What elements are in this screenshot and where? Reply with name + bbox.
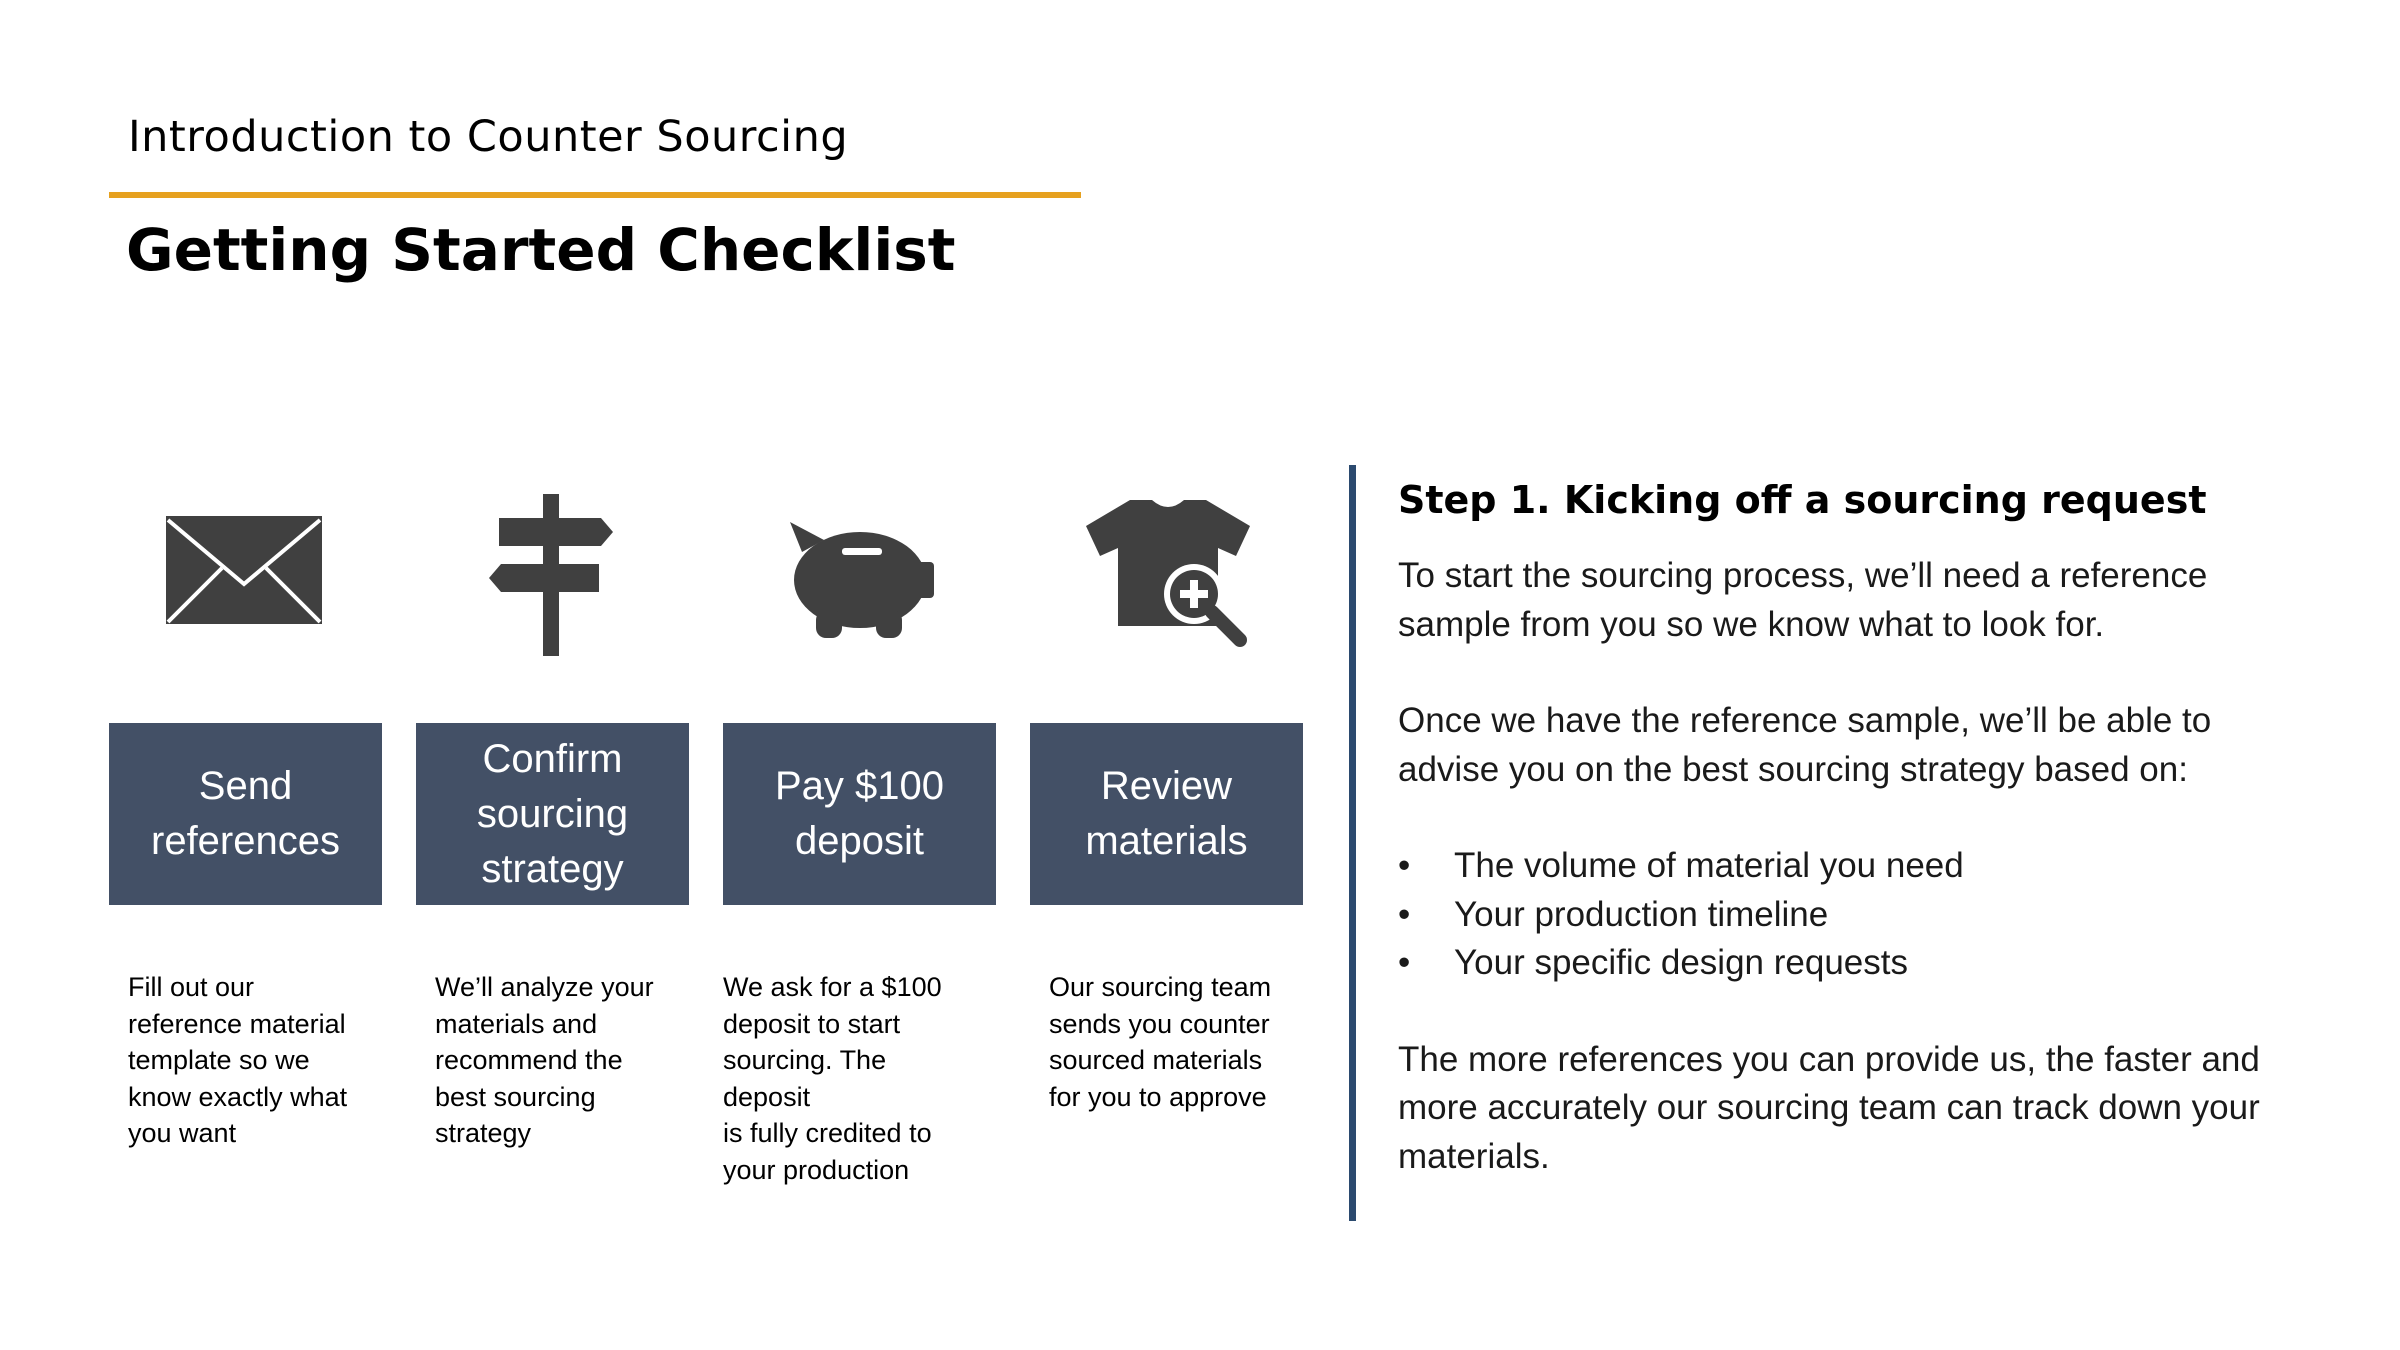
step-detail-panel bbox=[1398, 478, 2318, 1181]
step-detail-heading: Step 1. Kicking off a sourcing request bbox=[1398, 478, 2207, 522]
list-item: • The volume of material you need bbox=[1398, 846, 1964, 885]
step-detail-closing: The more references you can provide us, the faster and more accurately our sourcing team can track down your materials. bbox=[1398, 1039, 2260, 1176]
accent-rule bbox=[109, 192, 1081, 198]
signpost-icon bbox=[465, 490, 637, 662]
page-title: Getting Started Checklist bbox=[126, 216, 956, 284]
step-description: We’ll analyze your materials and recommend the best sourcing strategy bbox=[435, 972, 654, 1148]
shirt-zoom-icon bbox=[1082, 490, 1254, 662]
list-item: • Your production timeline bbox=[1398, 894, 1829, 934]
step-confirm-strategy: Confirm sourcing strategy bbox=[416, 723, 689, 905]
step-description: Our sourcing team sends you counter sourced materials for you to approve bbox=[1049, 972, 1272, 1112]
step-send-references: Send references bbox=[109, 723, 382, 905]
list-item: • Your specific design requests bbox=[1398, 943, 1908, 982]
deck-subtitle: Introduction to Counter Sourcing bbox=[128, 112, 849, 162]
step-description: We ask for a $100 deposit to start sourcing. The deposit is fully credited to your production bbox=[723, 972, 942, 1185]
envelope-icon bbox=[158, 490, 330, 662]
section-divider bbox=[1349, 465, 1356, 1221]
piggy-bank-icon bbox=[772, 490, 944, 662]
step-description: Fill out our reference material template so we know exactly what you want bbox=[128, 972, 348, 1148]
step-pay-deposit: Pay $100 deposit bbox=[723, 723, 996, 905]
step-detail-lead: Once we have the reference sample, we’ll be able to advise you on the best sourcing strategy based on: bbox=[1398, 701, 2212, 789]
step-review-materials: Review materials bbox=[1030, 723, 1303, 905]
step-detail-intro: To start the sourcing process, we’ll need a reference sample from you so we know what to look for. bbox=[1398, 556, 2208, 644]
criteria-list bbox=[1398, 842, 2318, 988]
